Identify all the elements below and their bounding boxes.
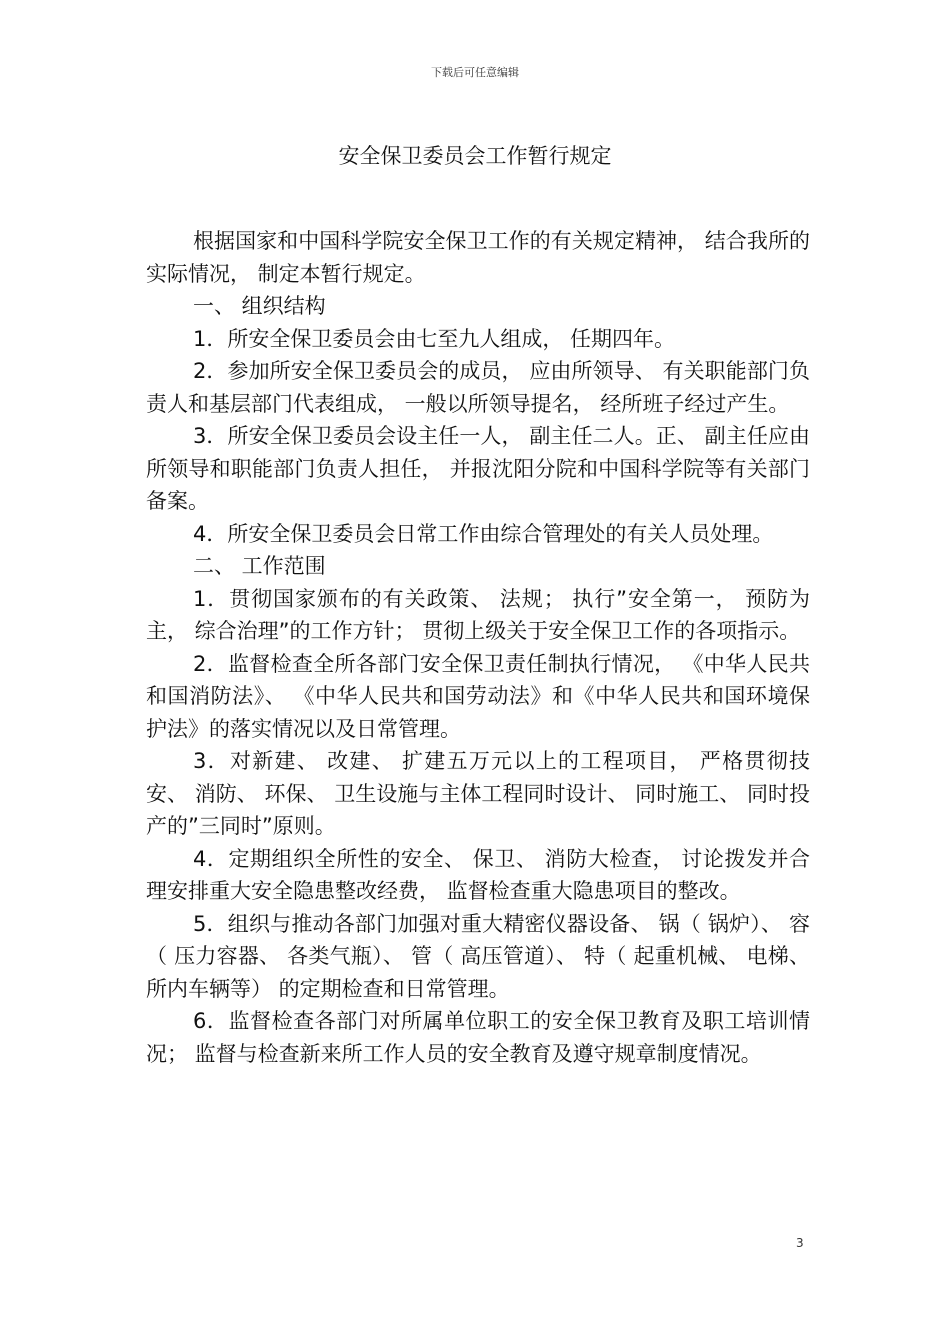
paragraph-scope-4: 4．定期组织全所性的安全、 保卫、 消防大检查， 讨论拨发并合理安排重大安全隐患整改经费， 监督检查重大隐患项目的整改。 [146, 846, 810, 903]
paragraph-org-3: 3．所安全保卫委员会设主任一人， 副主任二人。正、 副主任应由所领导和职能部门负责人担任， 并报沈阳分院和中国科学院等有关部门备案。 [146, 424, 810, 513]
header-note: 下载后可任意编辑 [431, 66, 519, 79]
section-heading-scope: 二、 工作范围 [193, 554, 326, 578]
paragraph-org-1: 1．所安全保卫委员会由七至九人组成， 任期四年。 [193, 326, 676, 351]
document-title: 安全保卫委员会工作暂行规定 [338, 144, 612, 168]
paragraph-scope-3: 3．对新建、 改建、 扩建五万元以上的工程项目， 严格贯彻技安、 消防、 环保、 卫生设施与主体工程同时设计、 同时施工、 同时投产的”三同时”原则。 [146, 749, 810, 838]
paragraph-scope-6: 6．监督检查各部门对所属单位职工的安全保卫教育及职工培训情况； 监督与检查新来所工作人员的安全教育及遵守规章制度情况。 [146, 1009, 810, 1066]
paragraph-intro: 根据国家和中国科学院安全保卫工作的有关规定精神， 结合我所的实际情况， 制定本暂行规定。 [146, 229, 810, 286]
paragraph-scope-1: 1．贯彻国家颁布的有关政策、 法规； 执行”安全第一， 预防为主， 综合治理”的工作方针； 贯彻上级关于安全保卫工作的各项指示。 [146, 586, 810, 643]
section-heading-organization: 一、 组织结构 [193, 294, 326, 318]
paragraph-scope-5: 5．组织与推动各部门加强对重大精密仪器设备、 锅（ 锅炉）、 容（ 压力容器、 各类气瓶）、 管（ 高压管道）、 特（ 起重机械、 电梯、 所内车辆等） 的定期检查和日常管理。 [146, 911, 810, 1001]
paragraph-org-2: 2．参加所安全保卫委员会的成员， 应由所领导、 有关职能部门负责人和基层部门代表组成， 一般以所领导提名， 经所班子经过产生。 [146, 359, 810, 416]
page-number: 3 [796, 1236, 804, 1250]
document-body [146, 225, 810, 1070]
paragraph-org-4: 4．所安全保卫委员会日常工作由综合管理处的有关人员处理。 [193, 521, 774, 546]
paragraph-scope-2: 2．监督检查全所各部门安全保卫责任制执行情况， 《中华人民共和国消防法》、 《中华人民共和国劳动法》和《中华人民共和国环境保护法》的落实情况以及日常管理。 [146, 651, 810, 741]
